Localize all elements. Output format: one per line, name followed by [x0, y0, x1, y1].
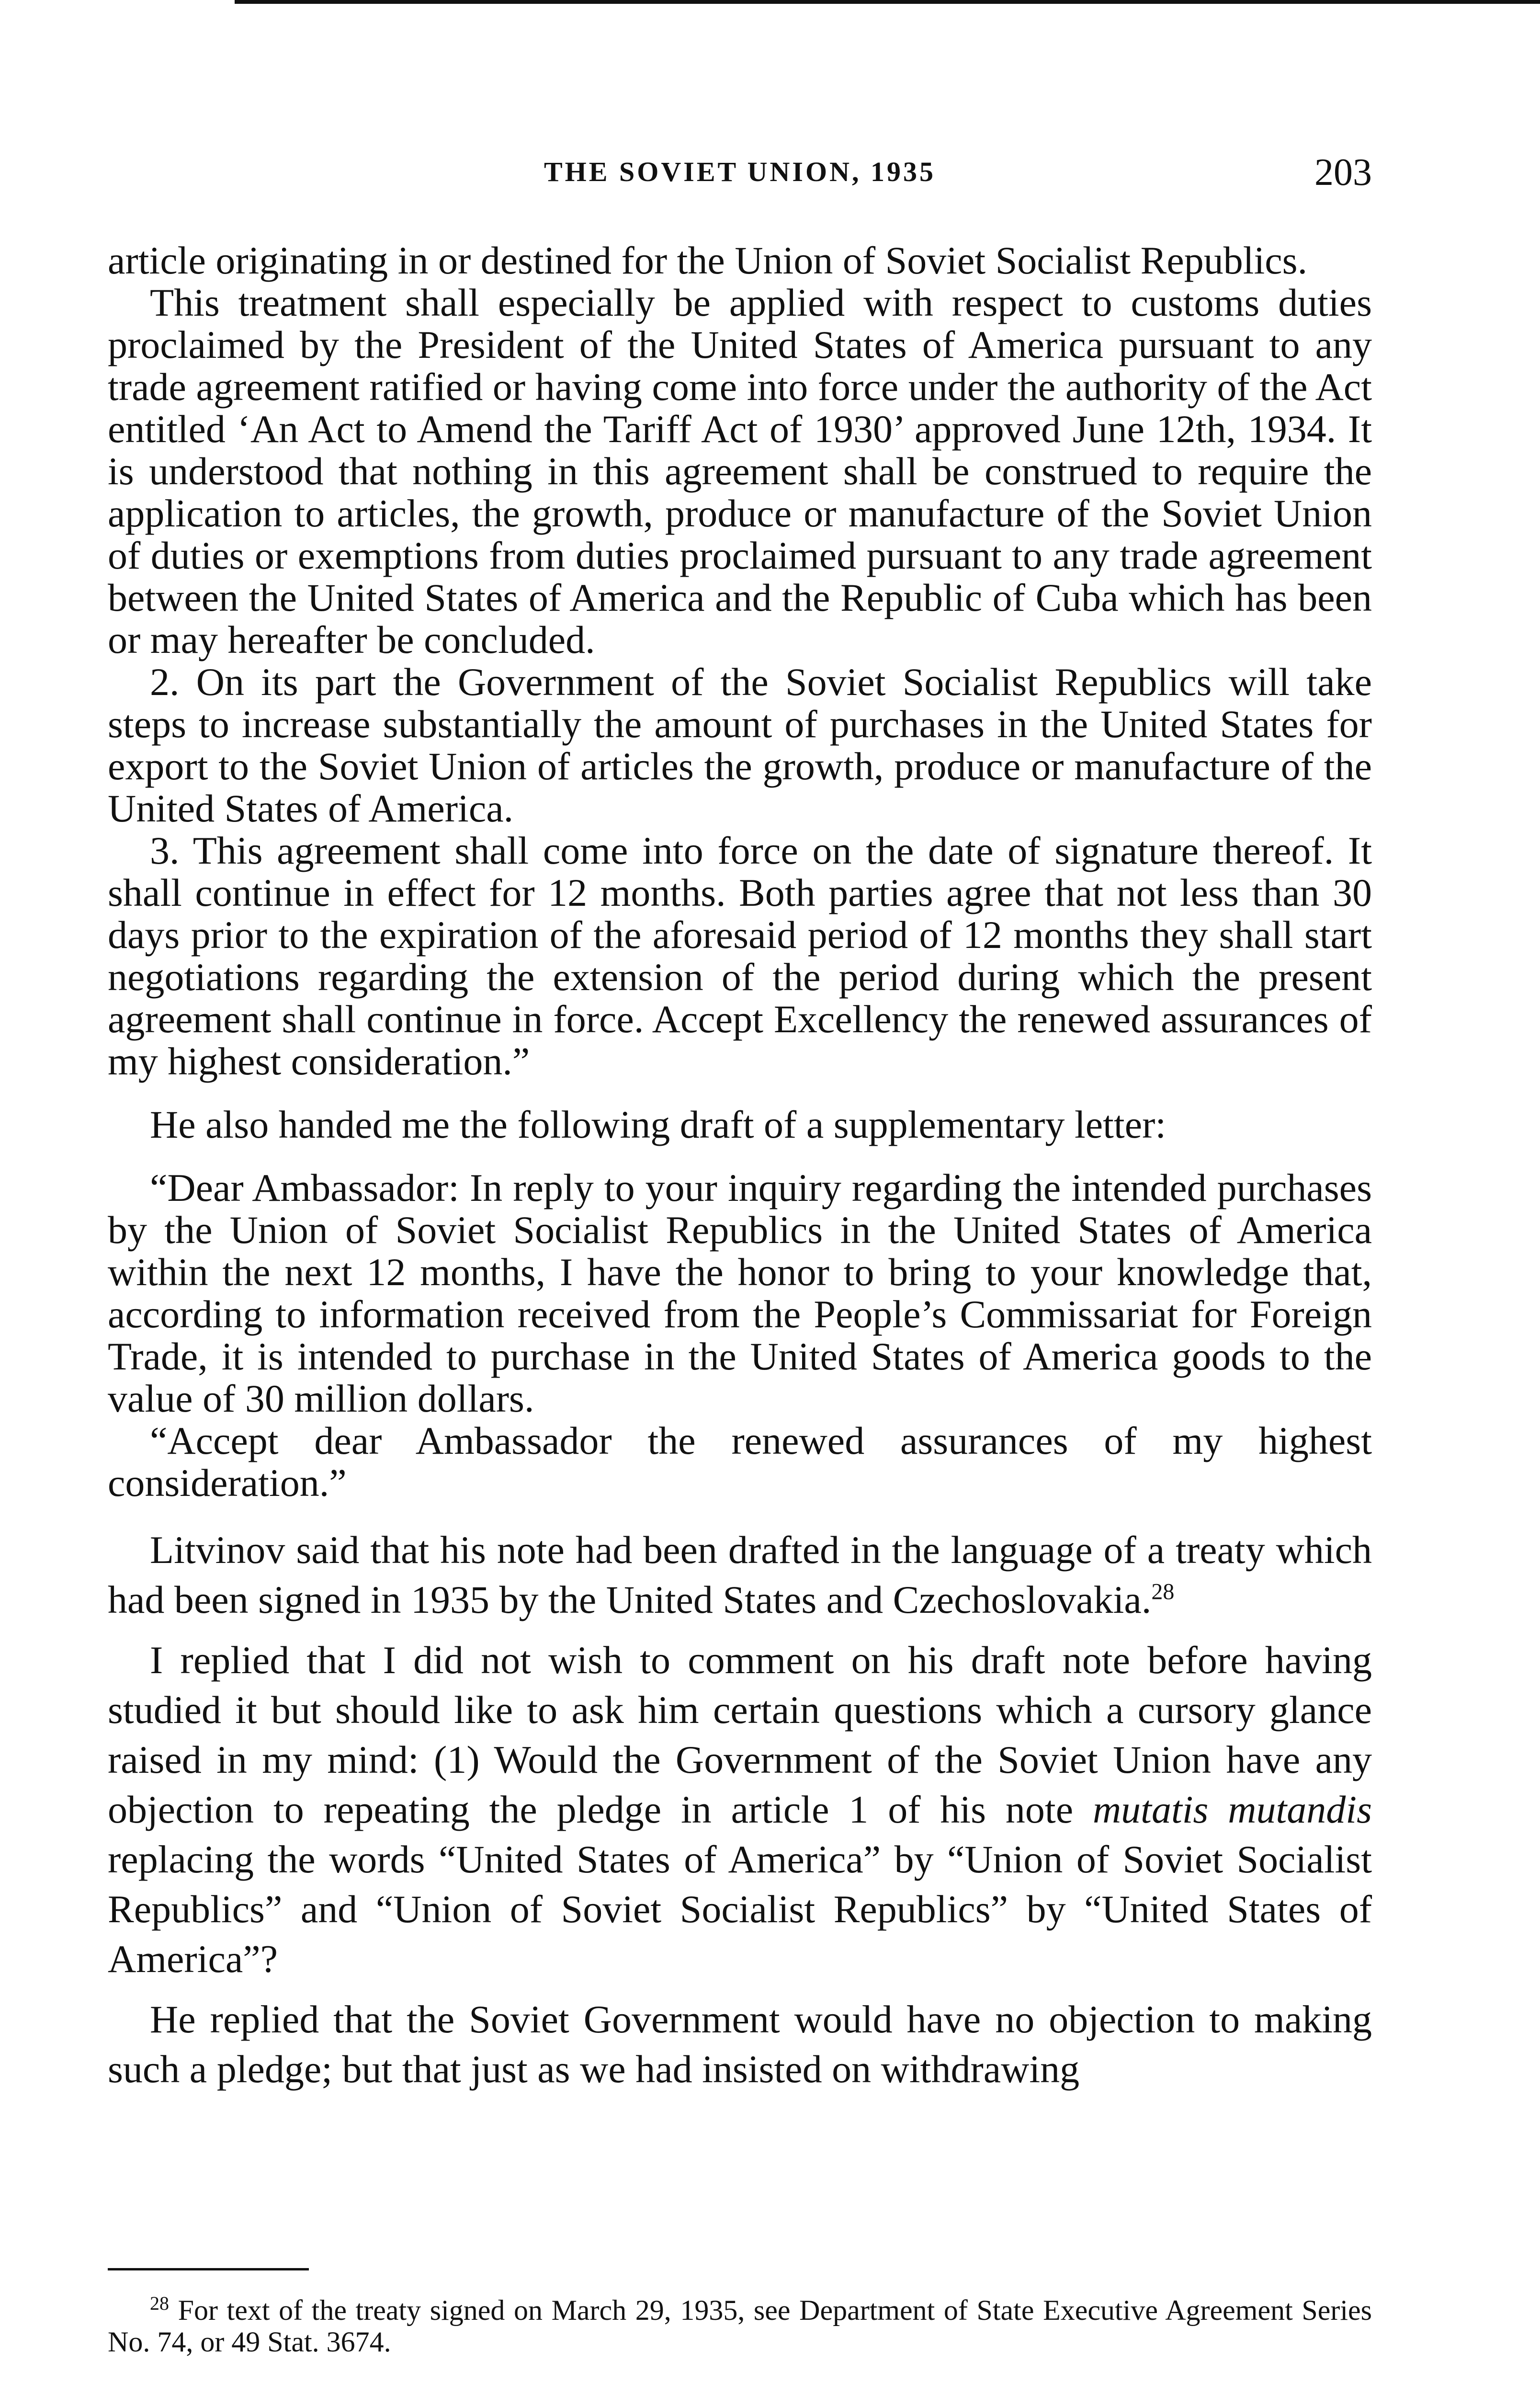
paragraph-1: article originating in or destined for the Union of Soviet Socialist Republics.	[108, 239, 1308, 282]
footnote-ref-28: 28	[1151, 1579, 1175, 1605]
paragraph-8	[108, 1525, 1372, 1625]
page-header	[108, 151, 1372, 204]
paragraph-9-italic: mutatis mutandis	[1092, 1788, 1372, 1831]
paragraph-9-text-a: I replied that I did not wish to comment on his draft note before having studied it but should like to ask him certain questions which a cursory glance raised in my mind: (1) Would the Government of the Soviet Union have any objection to repeating the pledge in article 1 of his note	[108, 1638, 1372, 1831]
page-number: 203	[1314, 151, 1372, 194]
paragraph-6: “Dear Ambassador: In reply to your inquiry regarding the intended purchases by the Union of Soviet Socialist Republics in the United States of America within the next 12 months, I have the honor to bring to your knowledge that, according to information received from the People’s Commissariat for Foreign Trade, it is intended to purchase in the United States of America goods to the value of 30 million dollars.	[108, 1166, 1372, 1420]
paragraph-9-text-b: replacing the words “United States of America” by “Union of Soviet Socialist Republics” and “Union of Soviet Socialist Republics” by “United States of America”?	[108, 1837, 1372, 1981]
footnote-marker: 28	[150, 2292, 169, 2314]
body-text	[108, 240, 1372, 2094]
paragraph-7: “Accept dear Ambassador the renewed assurances of my highest consideration.”	[108, 1419, 1372, 1505]
footnote-rule	[108, 2268, 309, 2270]
footnote	[108, 2294, 1372, 2358]
paragraph-5: He also handed me the following draft of a supplementary letter:	[150, 1103, 1166, 1146]
running-title: THE SOVIET UNION, 1935	[544, 156, 936, 187]
top-rule	[235, 0, 1540, 4]
paragraph-8-text: Litvinov said that his note had been drafted in the language of a treaty which had been signed in 1935 by the United States and Czechoslovakia.	[108, 1528, 1372, 1621]
footnote-text: For text of the treaty signed on March 29, 1935, see Department of State Executive Agreement Series No. 74, or 49 Stat. 3674.	[108, 2294, 1372, 2358]
paragraph-9	[108, 1635, 1372, 1984]
paragraph-2: This treatment shall especially be applied with respect to customs duties proclaimed by the President of the United States of America pursuant to any trade agreement ratified or having come into force under the authority of the Act entitled ‘An Act to Amend the Tariff Act of 1930’ approved June 12th, 1934. It is understood that nothing in this agreement shall be construed to require the application to articles, the growth, produce or manufacture of the Soviet Union of duties or exemptions from duties proclaimed pursuant to any trade agreement between the United States of America and the Republic of Cuba which has been or may hereafter be concluded.	[108, 281, 1372, 661]
paragraph-4: 3. This agreement shall come into force on the date of signature thereof. It shall continue in effect for 12 months. Both parties agree that not less than 30 days prior to the expiration of the aforesaid period of 12 months they shall start negotiations regarding the extension of the period during which the present agreement shall continue in force. Accept Excellency the renewed assurances of my highest consideration.”	[108, 829, 1372, 1083]
paragraph-10: He replied that the Soviet Government would have no objection to making such a pledge; but that just as we had insisted on withdrawing	[108, 1997, 1372, 2091]
paragraph-3: 2. On its part the Government of the Soviet Socialist Republics will take steps to increase substantially the amount of purchases in the United States for export to the Soviet Union of articles the growth, produce or manufacture of the United States of America.	[108, 660, 1372, 830]
